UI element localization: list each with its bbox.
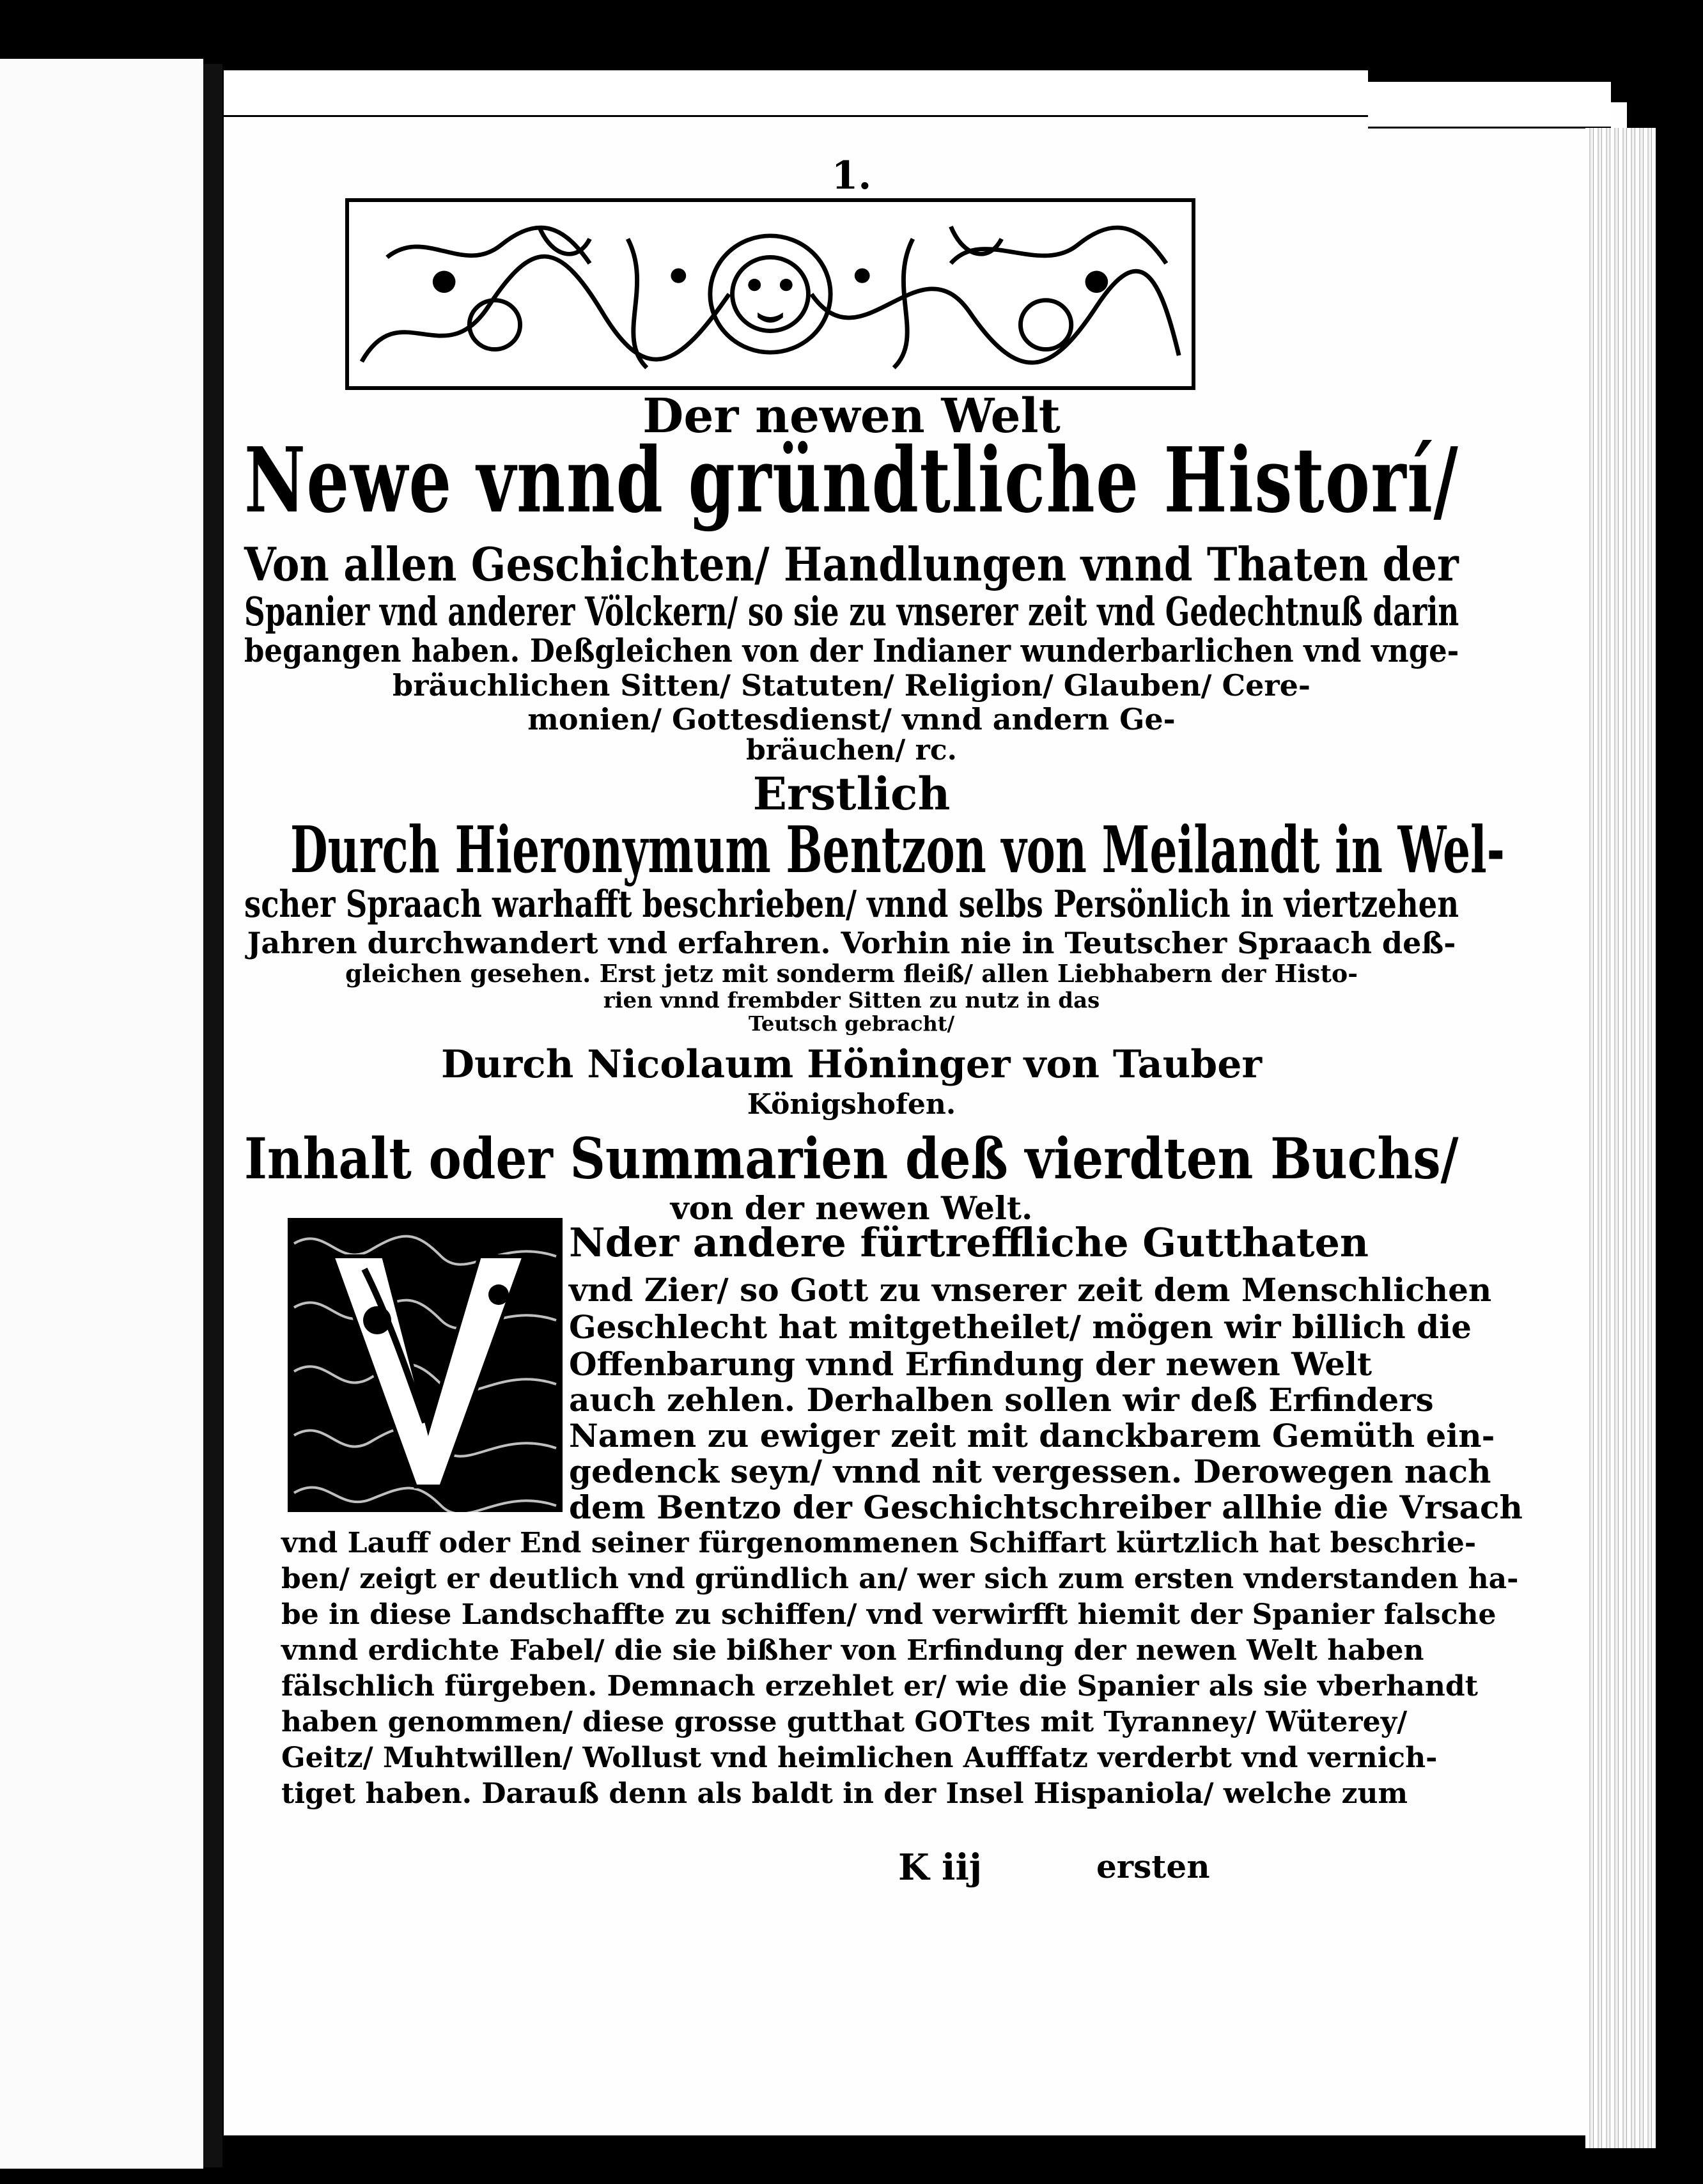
subtitle-line: bräuchen/ rc. <box>746 734 957 767</box>
page-number: 1. <box>831 153 872 198</box>
erstlich-heading: Erstlich <box>752 767 951 820</box>
body-line: gedenck seyn/ vnnd nit vergessen. Derowegen nach <box>569 1453 1491 1490</box>
body-line: Offenbarung vnnd Erfindung der newen Welt <box>569 1345 1373 1383</box>
headpiece-ornament-icon <box>349 202 1192 386</box>
summary-heading: Inhalt oder Summarien deß vierdten Buchs/ <box>244 1125 1459 1192</box>
subtitle-line: monien/ Gottesdienst/ vnnd andern Ge- <box>527 702 1176 737</box>
body-line: Geitz/ Muhtwillen/ Wollust vnd heimlichen Aufffatz verderbt vnd vernich- <box>281 1742 1438 1774</box>
decorated-initial-letter <box>288 1218 563 1512</box>
initial-letter-icon <box>288 1218 563 1512</box>
body-line: auch zehlen. Derhalben sollen wir deß Erfinders <box>569 1381 1434 1419</box>
author-line: Jahren durchwandert vnd erfahren. Vorhin nie in Teutscher Spraach deß- <box>247 926 1456 960</box>
subtitle-line: begangen haben. Deßgleichen von der Indianer wunderbarlichen vnd vnge- <box>244 632 1459 669</box>
page-top-edge <box>224 70 1368 117</box>
body-line: Namen zu ewiger zeit mit danckbarem Gemüth ein- <box>569 1417 1495 1455</box>
signature-mark: K iij <box>898 1846 982 1889</box>
author-line: rien vnnd frembder Sitten zu nutz in das <box>603 988 1100 1013</box>
translator-line: Königshofen. <box>747 1088 956 1121</box>
author-line: gleichen gesehen. Erst jetz mit sonderm fleiß/ allen Liebhabern der Histo- <box>345 959 1358 988</box>
body-line: be in diese Landschaffte zu schiffen/ vnd verwirfft hiemit der Spanier falsche <box>281 1598 1497 1631</box>
body-line: Geschlecht hat mitgetheilet/ mögen wir billich die <box>569 1308 1472 1346</box>
subtitle-line: bräuchlichen Sitten/ Statuten/ Religion/ Glauben/ Cere- <box>393 668 1310 703</box>
title-small: Der newen Welt <box>642 389 1061 444</box>
woodcut-headpiece-ornament <box>345 198 1195 390</box>
body-line: vnd Lauff oder End seiner fürgenommenen Schiffart kürtzlich hat beschrie- <box>281 1527 1477 1559</box>
subtitle-line: Spanier vnd anderer Völckern/ so sie zu vnserer zeit vnd Gedechtnuß darin <box>244 588 1459 635</box>
body-line: Nder andere fürtreffliche Gutthaten <box>569 1219 1369 1266</box>
body-line: dem Bentzo der Geschichtschreiber allhie die Vrsach <box>569 1488 1523 1526</box>
page-top-edge-right <box>1368 82 1611 129</box>
body-line: tiget haben. Darauß denn als baldt in der Insel Hispaniola/ welche zum <box>281 1777 1408 1810</box>
body-line: ben/ zeigt er deutlich vnd gründlich an/ wer sich zum ersten vnderstanden ha- <box>281 1563 1519 1595</box>
summary-subheading: von der newen Welt. <box>670 1189 1033 1227</box>
body-line: haben genommen/ diese grosse gutthat GOTtes mit Tyranney/ Wüterey/ <box>281 1706 1408 1738</box>
subtitle-line: Von allen Geschichten/ Handlungen vnnd Thaten der <box>244 537 1459 591</box>
author-line: Durch Hieronymum Bentzon von Meilandt in Wel- <box>290 812 1505 887</box>
translator-line: Durch Nicolaum Höninger von Tauber <box>440 1042 1263 1087</box>
body-line: vnnd erdichte Fabel/ die sie bißher von Erfindung der newen Welt haben <box>281 1634 1424 1667</box>
catchword: ersten <box>1096 1848 1210 1885</box>
author-line: scher Spraach warhafft beschrieben/ vnnd selbs Persönlich in viertzehen <box>244 882 1459 926</box>
body-line: vnd Zier/ so Gott zu vnserer zeit dem Menschlichen <box>569 1271 1492 1309</box>
body-line: fälschlich fürgeben. Demnach erzehlet er/ wie die Spanier als sie vberhandt <box>281 1670 1478 1703</box>
title-main: Newe vnnd gründtliche Historí/ <box>244 428 1459 533</box>
author-line: Teutsch gebracht/ <box>748 1011 955 1036</box>
